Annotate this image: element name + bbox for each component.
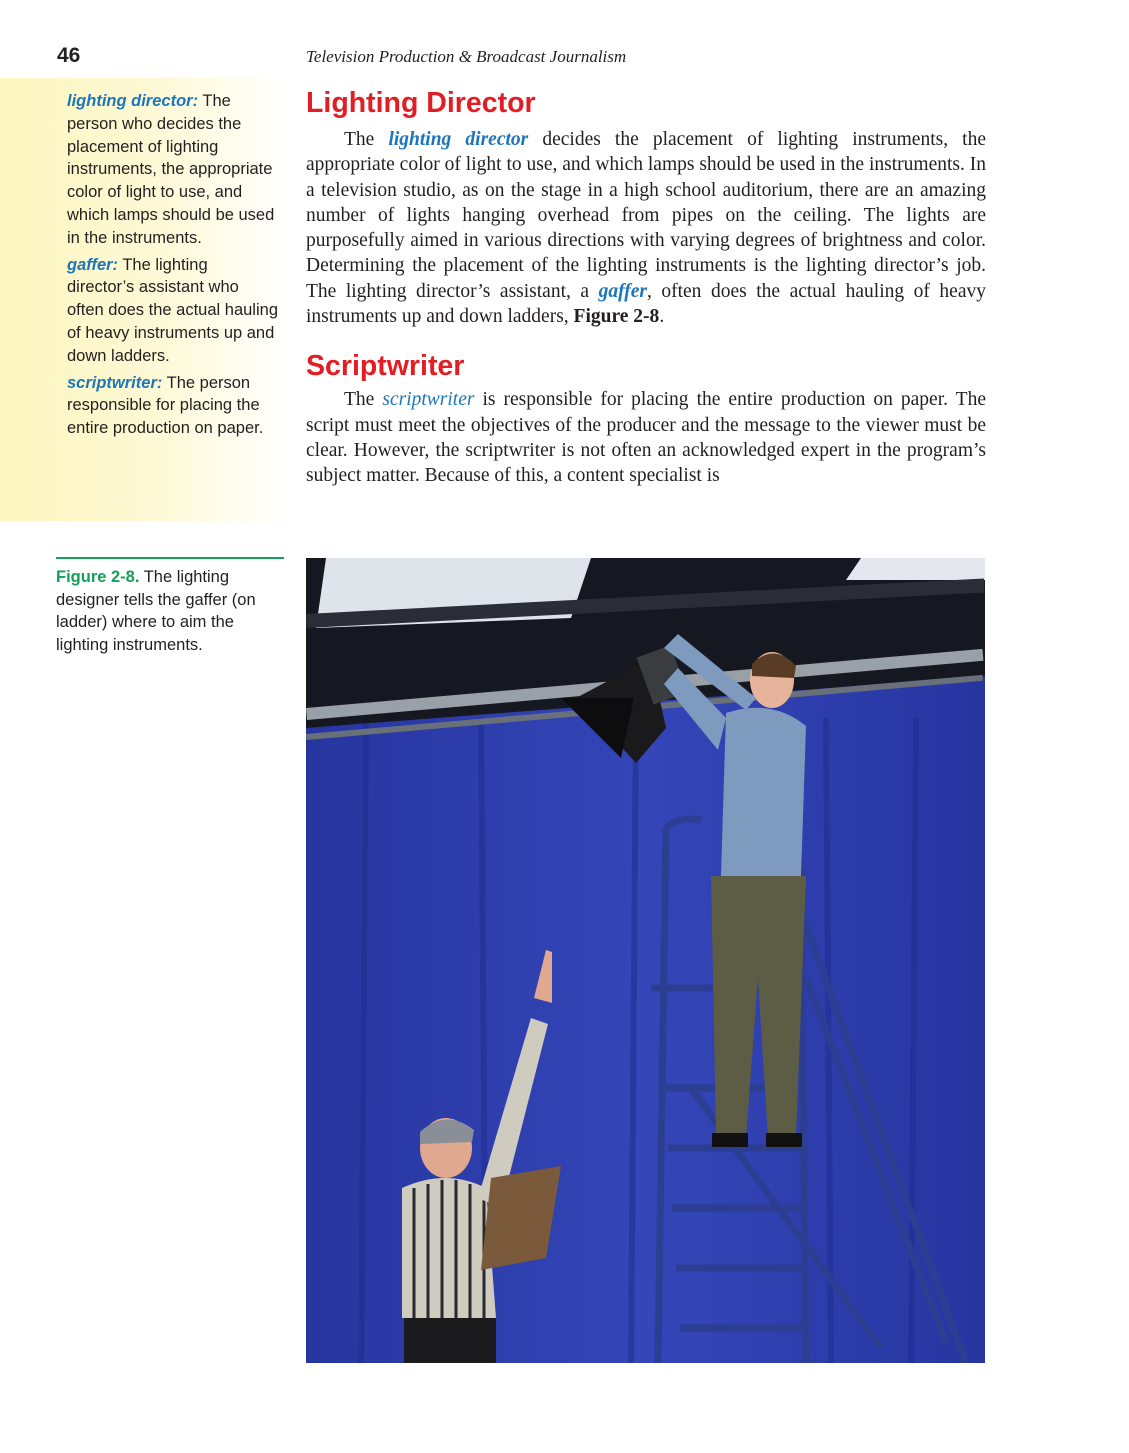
text-run: , often does the actual hauling of heavy instruments up and down ladders,	[306, 280, 986, 328]
text-run: decides the placement of lighting instruments, the appropriate color of light to use, and which lamps should be used in the instruments. In a television studio, as on the stage in a high school auditorium, there are an amazing number of lights hanging overhead from pipes on the ceiling. The lights are purposefully aimed in various directions with varying degrees of brightness and color. Determining the placement of the lighting instruments is the lighting director’s job. The lighting director’s assistant, a	[306, 129, 987, 302]
text-run: is responsible for placing the entire production on paper. The script must meet the objectives of the producer and the message to the viewer must be clear. However, the scriptwriter is not often an acknowledged expert in the program’s subject matter. Because of this, a content specialist is	[306, 389, 986, 487]
glossary-entry-scriptwriter	[67, 372, 279, 440]
ceiling-light-panel	[846, 558, 985, 580]
heading-scriptwriter: Scriptwriter	[306, 350, 465, 383]
figure-caption-text: The lighting designer tells the gaffer (on ladder) where to aim the lighting instruments.	[56, 568, 256, 654]
figure-caption-rule	[56, 557, 284, 559]
glossary-term: lighting director:	[67, 92, 199, 110]
glossary-definition: The lighting director’s assistant who often does the actual hauling of heavy instruments up and down ladders.	[67, 255, 278, 365]
figure-caption	[56, 566, 281, 656]
text-run: The	[344, 129, 389, 150]
text-run: The	[344, 389, 383, 411]
paragraph-lighting-director	[306, 127, 986, 329]
glossary-term: gaffer:	[67, 255, 119, 274]
keyword-gaffer: gaffer	[598, 280, 647, 302]
keyword-lighting-director: lighting director	[388, 129, 529, 150]
glossary-definition: The person who decides the placement of lighting instruments, the appropriate color of light to use, and which lamps should be used in the instruments.	[67, 92, 275, 247]
heading-lighting-director: Lighting Director	[306, 87, 536, 119]
main-column	[306, 86, 986, 489]
glossary-entry-gaffer	[67, 254, 279, 368]
keyword-scriptwriter: scriptwriter	[382, 389, 475, 411]
text-run: .	[659, 306, 665, 328]
glossary-entry-lighting-director	[67, 90, 279, 250]
studio-lighting-photo	[306, 558, 985, 1363]
figure-photo	[306, 558, 985, 1363]
page-number: 46	[57, 44, 81, 67]
running-head: Television Production & Broadcast Journalism	[306, 47, 627, 66]
figure-reference: Figure 2-8	[573, 306, 660, 328]
glossary-definition: The person responsible for placing the entire production on paper.	[67, 373, 264, 438]
figure-label: Figure 2-8.	[56, 568, 140, 586]
paragraph-scriptwriter	[306, 387, 986, 488]
glossary-term: scriptwriter:	[67, 373, 163, 392]
glossary-sidebar	[67, 90, 279, 444]
